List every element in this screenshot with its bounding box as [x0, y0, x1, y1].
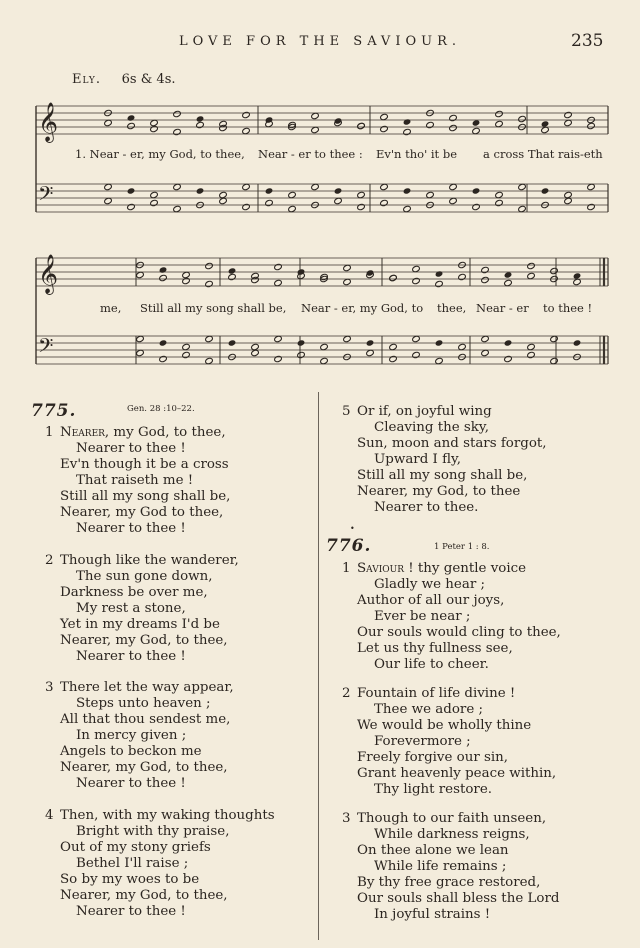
bass-clef-icon: 𝄢	[38, 334, 54, 362]
note-head	[495, 191, 504, 198]
verse-line: Grant heavenly peace within,	[357, 766, 557, 781]
verse-line: We would be wholly thine	[357, 718, 532, 733]
note-head	[587, 122, 596, 129]
note-head	[104, 197, 113, 204]
line-text: ! thy gentle voice	[404, 561, 527, 576]
note-head	[550, 267, 559, 274]
verse-line: In joyful strains !	[374, 907, 491, 922]
hymn-number-776: 776.	[326, 536, 372, 556]
note-head	[173, 128, 182, 135]
verse-line: Cleaving the sky,	[374, 420, 489, 435]
music-score	[0, 0, 640, 390]
note-head	[518, 183, 527, 190]
note-head	[380, 113, 389, 120]
verse-line: Freely forgive our sin,	[357, 750, 509, 765]
note-head	[389, 274, 398, 281]
verse-line: Ev'n though it be a cross	[60, 457, 229, 472]
note-head	[587, 203, 596, 210]
lyric-2d: thee,	[437, 301, 467, 315]
note-head	[495, 120, 504, 127]
verse-line: Then, with my waking thoughts	[60, 808, 275, 823]
note-head	[136, 349, 145, 356]
verse-line: Darkness be over me,	[60, 585, 208, 600]
lyric-2b: Still all my song shall be,	[140, 301, 287, 315]
note-head	[504, 339, 513, 346]
note-head	[205, 335, 214, 342]
verse-line: Though like the wanderer,	[60, 553, 239, 568]
verse-line: Sun, moon and stars forgot,	[357, 436, 547, 451]
note-head	[173, 205, 182, 212]
verse-line: Or if, on joyful wing	[357, 404, 492, 419]
note-head	[412, 351, 421, 358]
note-head	[435, 270, 444, 277]
verse-number: 1	[342, 561, 351, 576]
verse-line: The sun gone down,	[76, 569, 213, 584]
note-head	[564, 191, 573, 198]
note-head	[518, 205, 527, 212]
verse-line: My rest a stone,	[76, 601, 186, 616]
note-head	[265, 187, 274, 194]
note-head	[182, 343, 191, 350]
note-head	[504, 355, 513, 362]
verse-line: Ever be near ;	[374, 609, 471, 624]
note-head	[403, 128, 412, 135]
note-head	[343, 278, 352, 285]
tune-meter: 6s & 4s.	[121, 72, 176, 87]
lyric-1c: Ev'n tho' it be	[376, 147, 458, 161]
verse-line: Gladly we hear ;	[374, 577, 485, 592]
note-head	[564, 197, 573, 204]
treble-clef-icon: 𝄞	[38, 102, 59, 142]
note-head	[472, 127, 481, 134]
note-head	[297, 351, 306, 358]
note-head	[472, 119, 481, 126]
note-head	[481, 335, 490, 342]
note-head	[159, 266, 168, 273]
note-head	[334, 197, 343, 204]
note-head	[127, 114, 136, 121]
note-head	[136, 335, 145, 342]
note-head	[458, 273, 467, 280]
verse-line: By thy free grace restored,	[357, 875, 541, 890]
note-head	[403, 118, 412, 125]
note-head	[449, 183, 458, 190]
note-head	[435, 339, 444, 346]
lyric-2e: Near - er	[476, 301, 529, 315]
note-head	[380, 125, 389, 132]
treble-clef-icon: 𝄞	[38, 254, 59, 294]
note-head	[435, 280, 444, 287]
note-head	[311, 112, 320, 119]
note-head	[527, 272, 536, 279]
note-head	[412, 335, 421, 342]
verse-line: Still all my song shall be,	[60, 489, 231, 504]
verse-line: Angels to beckon me	[60, 744, 202, 759]
note-head	[104, 119, 113, 126]
verse-number: 2	[45, 553, 54, 568]
note-head	[504, 279, 513, 286]
verse-number: 3	[45, 680, 54, 695]
note-head	[412, 277, 421, 284]
tune-name: Ely.	[72, 72, 101, 87]
verse-line: Nearer to thee !	[76, 441, 186, 456]
verse-line: In mercy given ;	[76, 728, 187, 743]
separator-dot: •	[350, 524, 355, 533]
verse-line: Out of my stony griefs	[60, 840, 211, 855]
note-head	[127, 122, 136, 129]
note-head	[173, 110, 182, 117]
note-head	[265, 199, 274, 206]
verse-line: Yet in my dreams I'd be	[60, 617, 220, 632]
note-head	[251, 343, 260, 350]
note-head	[219, 197, 228, 204]
note-head	[251, 349, 260, 356]
verse-line: Steps unto heaven ;	[76, 696, 211, 711]
note-head	[426, 121, 435, 128]
note-head	[380, 199, 389, 206]
note-head	[311, 126, 320, 133]
verse-line: Nearer, my God, to thee,	[60, 633, 228, 648]
note-head	[242, 111, 251, 118]
note-head	[366, 339, 375, 346]
lyric-1d: a cross That rais-eth	[483, 147, 603, 161]
note-head	[274, 263, 283, 270]
note-head	[104, 183, 113, 190]
note-head	[343, 264, 352, 271]
verse-line: So by my woes to be	[60, 872, 200, 887]
note-head	[159, 339, 168, 346]
verse-line: While darkness reigns,	[374, 827, 530, 842]
note-head	[472, 187, 481, 194]
note-head	[541, 120, 550, 127]
note-head	[159, 355, 168, 362]
note-head	[412, 265, 421, 272]
verse-line: Author of all our joys,	[357, 593, 505, 608]
first-word: Saviour	[357, 561, 405, 576]
lyric-2f: to thee !	[543, 301, 593, 315]
note-head	[242, 203, 251, 210]
note-head	[320, 343, 329, 350]
note-head	[297, 339, 306, 346]
note-head	[136, 271, 145, 278]
note-head	[389, 355, 398, 362]
verse-line: That raiseth me !	[76, 473, 194, 488]
note-head	[288, 191, 297, 198]
note-head	[219, 191, 228, 198]
note-head	[403, 205, 412, 212]
note-head	[242, 183, 251, 190]
note-head	[196, 121, 205, 128]
note-head	[527, 351, 536, 358]
hymn-number-775: 775.	[31, 401, 77, 421]
verse-line: Nearer, my God to thee,	[60, 505, 224, 520]
note-head	[205, 357, 214, 364]
verse-line: Nearer to thee.	[374, 500, 479, 515]
note-head	[449, 114, 458, 121]
note-head	[182, 351, 191, 358]
note-head	[449, 197, 458, 204]
note-head	[182, 271, 191, 278]
verse-line: All that thou sendest me,	[60, 712, 231, 727]
note-head	[274, 279, 283, 286]
note-head	[274, 355, 283, 362]
verse-line: Thee we adore ;	[374, 702, 484, 717]
verse-line: Our souls would cling to thee,	[357, 625, 561, 640]
note-head	[228, 339, 237, 346]
note-head	[504, 271, 513, 278]
verse-line: Fountain of life divine !	[357, 686, 516, 701]
verse-number: 2	[342, 686, 351, 701]
verse-line: Our souls shall bless the Lord	[357, 891, 560, 906]
note-head	[573, 339, 582, 346]
verse-line	[60, 425, 226, 441]
note-head	[426, 191, 435, 198]
note-head	[288, 205, 297, 212]
note-head	[550, 335, 559, 342]
note-head	[150, 119, 159, 126]
note-head	[242, 127, 251, 134]
note-head	[573, 278, 582, 285]
verse-line: Nearer to thee !	[76, 904, 186, 919]
note-head	[481, 349, 490, 356]
verse-line: Upward I fly,	[374, 452, 462, 467]
line-text: , my God, to thee,	[104, 425, 226, 440]
scripture-reference-775: Gen. 28 :10–22.	[127, 404, 195, 414]
lyric-1a: 1. Near - er, my God, to thee,	[75, 147, 245, 161]
note-head	[541, 126, 550, 133]
verse-line: Nearer to thee !	[76, 776, 186, 791]
note-head	[274, 335, 283, 342]
note-head	[458, 343, 467, 350]
first-word: Nearer	[60, 425, 105, 440]
note-head	[449, 124, 458, 131]
note-head	[127, 187, 136, 194]
note-head	[357, 122, 366, 129]
note-head	[357, 203, 366, 210]
note-head	[343, 335, 352, 342]
verse-line: Still all my song shall be,	[357, 468, 528, 483]
note-head	[587, 183, 596, 190]
note-head	[150, 199, 159, 206]
note-head	[127, 203, 136, 210]
lyric-1b: Near - er to thee :	[258, 147, 363, 161]
column-divider	[318, 392, 319, 940]
note-head	[564, 119, 573, 126]
note-head	[182, 277, 191, 284]
note-head	[573, 272, 582, 279]
note-head	[320, 357, 329, 364]
note-head	[518, 115, 527, 122]
verse-number: 4	[45, 808, 54, 823]
note-head	[173, 183, 182, 190]
note-head	[481, 276, 490, 283]
verse-line: Nearer, my God, to thee,	[60, 760, 228, 775]
note-head	[196, 187, 205, 194]
bass-clef-icon: 𝄢	[38, 182, 54, 210]
note-head	[150, 191, 159, 198]
verse-line: There let the way appear,	[60, 680, 234, 695]
note-head	[564, 111, 573, 118]
verse-line: Nearer, my God, to thee,	[60, 888, 228, 903]
note-head	[527, 262, 536, 269]
verse-line: While life remains ;	[374, 859, 507, 874]
verse-line: Our life to cheer.	[374, 657, 489, 672]
note-head	[311, 183, 320, 190]
note-head	[495, 199, 504, 206]
note-head	[196, 115, 205, 122]
page-number: 235	[571, 31, 604, 51]
verse-line: Nearer, my God, to thee	[357, 484, 521, 499]
verse-line: Bright with thy praise,	[76, 824, 230, 839]
note-head	[228, 273, 237, 280]
note-head	[228, 267, 237, 274]
note-head	[527, 343, 536, 350]
note-head	[389, 343, 398, 350]
verse-line: Forevermore ;	[374, 734, 471, 749]
lyric-2c: Near - er, my God, to	[301, 301, 424, 315]
verse-line: Nearer to thee !	[76, 521, 186, 536]
note-head	[403, 187, 412, 194]
note-head	[380, 183, 389, 190]
verse-number: 3	[342, 811, 351, 826]
verse-number: 1	[45, 425, 54, 440]
note-head	[435, 357, 444, 364]
scripture-reference-776: 1 Peter 1 : 8.	[434, 542, 490, 552]
note-head	[550, 357, 559, 364]
verse-line: Nearer to thee !	[76, 649, 186, 664]
note-head	[334, 187, 343, 194]
verse-number: 5	[342, 404, 351, 419]
note-head	[366, 349, 375, 356]
note-head	[541, 187, 550, 194]
note-head	[495, 110, 504, 117]
note-head	[205, 262, 214, 269]
note-head	[159, 274, 168, 281]
verse-line: On thee alone we lean	[357, 843, 509, 858]
verse-line: Thy light restore.	[374, 782, 492, 797]
note-head	[357, 191, 366, 198]
verse-line: Let us thy fullness see,	[357, 641, 513, 656]
verse-line	[357, 561, 526, 577]
note-head	[472, 203, 481, 210]
verse-line: Though to our faith unseen,	[357, 811, 547, 826]
running-header: LOVE FOR THE SAVIOUR.	[178, 34, 461, 49]
note-head	[150, 125, 159, 132]
lyric-2a: me,	[100, 301, 122, 315]
verse-line: Bethel I'll raise ;	[76, 856, 189, 871]
note-head	[205, 280, 214, 287]
note-head	[481, 266, 490, 273]
